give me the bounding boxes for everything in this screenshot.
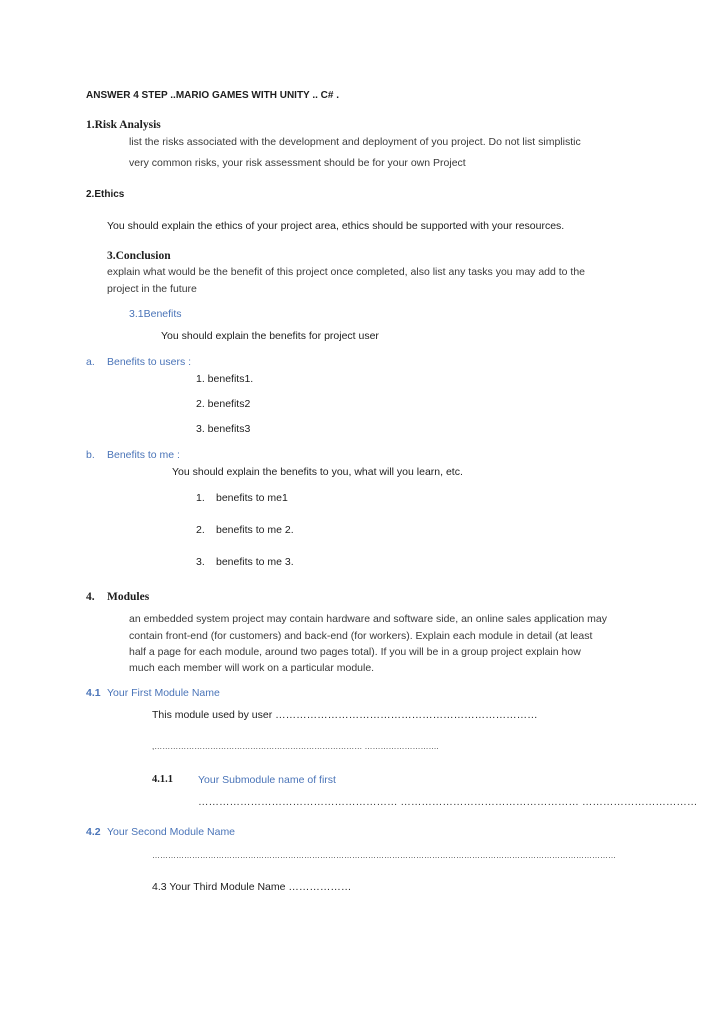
- document-title: ANSWER 4 STEP ..MARIO GAMES WITH UNITY .. C# .: [86, 90, 339, 101]
- benefits-me-label: Benefits to me :: [107, 449, 180, 461]
- submodule-dotted-line: ………………………………………………… …………………………………………… ……………………………: [198, 796, 698, 808]
- submodule-name: Your Submodule name of first: [198, 774, 336, 786]
- modules-heading: Modules: [107, 591, 150, 603]
- benefits-me-item-2-num: 2.: [196, 524, 205, 536]
- benefits-users-label: Benefits to users :: [107, 356, 192, 368]
- benefits-me-item-3-text: benefits to me 3.: [216, 556, 294, 568]
- benefits-subheading: 3.1Benefits: [129, 308, 182, 320]
- benefits-users-item-2: 2. benefits2: [196, 398, 251, 410]
- benefits-me-item-2-text: benefits to me 2.: [216, 524, 294, 536]
- module1-number: 4.1: [86, 687, 101, 699]
- modules-text-line2: contain front-end (for customers) and back-end (for workers). Explain each module in detail (at least: [129, 630, 593, 642]
- module2-dotted-line: …………………………………………………………………………………………………………………………………………………………: [152, 851, 616, 860]
- benefits-me-marker: b.: [86, 449, 95, 461]
- benefits-me-item-3-num: 3.: [196, 556, 205, 568]
- conclusion-heading: 3.Conclusion: [107, 250, 171, 262]
- modules-text-line1: an embedded system project may contain hardware and software side, an online sales application may: [129, 613, 608, 625]
- risk-analysis-text-line2: very common risks, your risk assessment should be for your own Project: [129, 157, 466, 169]
- benefits-subtext: You should explain the benefits for project user: [161, 330, 379, 342]
- module2-name: Your Second Module Name: [107, 826, 236, 838]
- module2-number: 4.2: [86, 826, 101, 838]
- module1-dotted-line: ,…………………………………………………………………… ……………………….: [152, 742, 439, 751]
- module1-name: Your First Module Name: [107, 687, 220, 699]
- submodule-number: 4.1.1: [152, 774, 173, 785]
- benefits-me-item-1-text: benefits to me1: [216, 492, 288, 504]
- modules-number: 4.: [86, 591, 95, 603]
- benefits-me-item-1-num: 1.: [196, 492, 205, 504]
- benefits-users-item-1: 1. benefits1.: [196, 373, 254, 385]
- benefits-users-item-3: 3. benefits3: [196, 423, 251, 435]
- module3-line: 4.3 Your Third Module Name ………………: [152, 881, 352, 893]
- module1-used-by: This module used by user …………………………………………………………………: [152, 709, 538, 721]
- risk-analysis-text-line1: list the risks associated with the development and deployment of you project. Do not list simplistic: [129, 136, 581, 148]
- modules-text-line3: half a page for each module, around two pages total). If you will be in a group project explain how: [129, 646, 581, 658]
- risk-analysis-heading: 1.Risk Analysis: [86, 119, 161, 131]
- conclusion-text-line1: explain what would be the benefit of this project once completed, also list any tasks you may add to the: [107, 266, 586, 278]
- conclusion-text-line2: project in the future: [107, 283, 197, 295]
- benefits-me-intro: You should explain the benefits to you, what will you learn, etc.: [172, 466, 463, 478]
- ethics-text: You should explain the ethics of your project area, ethics should be supported with your resources.: [107, 220, 565, 232]
- benefits-users-marker: a.: [86, 356, 95, 368]
- ethics-heading: 2.Ethics: [86, 189, 125, 200]
- modules-text-line4: much each member will work on a particular module.: [129, 662, 375, 674]
